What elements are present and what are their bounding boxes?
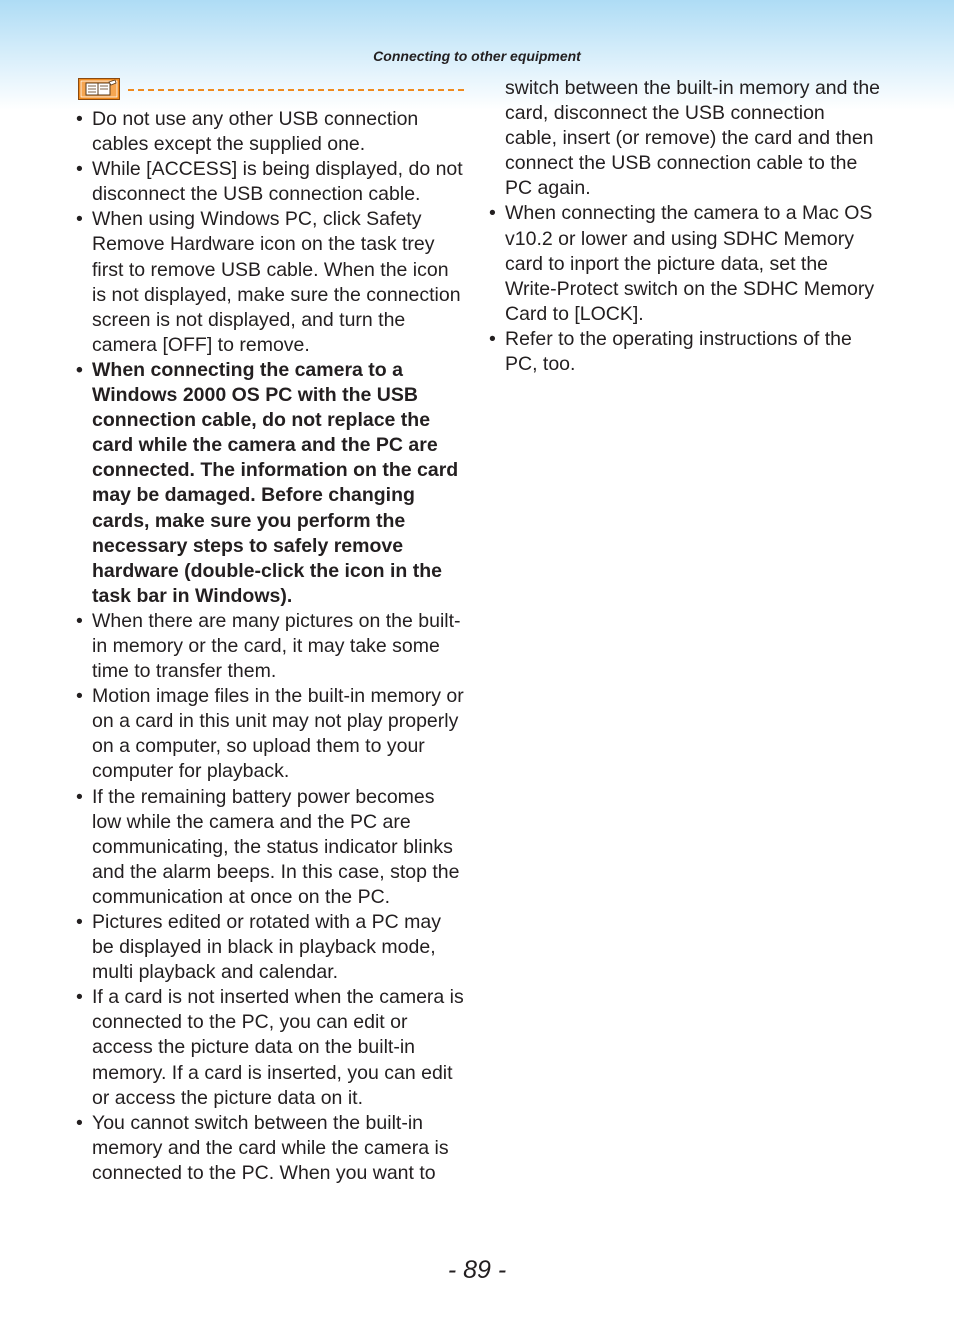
bullet-marker: • <box>489 327 496 350</box>
list-item <box>76 157 468 207</box>
bullet-marker: • <box>76 911 83 933</box>
list-item-text: Pictures edited or rotated with a PC may be displayed in black in playback mode, multi playback and calendar. <box>92 911 441 984</box>
list-item <box>76 358 468 609</box>
list-item-text: When connecting the camera to a Windows 2000 OS PC with the USB connection cable, do not replace the card while the camera and the PC are connected. The information on the card may be damaged. Before changing cards, make sure you perform the necessary steps to safely remove hardware (double-click the icon in the task bar in Windows). <box>92 358 459 607</box>
list-item <box>76 785 468 910</box>
list-item <box>76 910 468 985</box>
list-item-text: You cannot switch between the built-in memory and the card while the camera is connected to the PC. When you want to <box>92 1111 449 1184</box>
list-item <box>489 327 881 377</box>
list-item-text: If a card is not inserted when the camera is connected to the PC, you can edit or access the picture data on the built-in memory. If a card is inserted, you can edit or access the picture data on it. <box>92 986 464 1109</box>
bullet-marker: • <box>76 208 83 231</box>
bullet-marker: • <box>76 108 83 130</box>
bullet-marker: • <box>76 785 83 808</box>
list-item-text: While [ACCESS] is being displayed, do not disconnect the USB connection cable. <box>92 158 463 206</box>
section-title: Connecting to other equipment <box>373 48 581 64</box>
list-item <box>76 207 468 358</box>
list-item <box>76 684 468 784</box>
page-number: - 89 - <box>447 1256 507 1284</box>
list-item-text: If the remaining battery power becomes low while the camera and the PC are communicating, the status indicator blinks and the alarm beeps. In this case, stop the communication at once on the PC. <box>92 785 460 908</box>
list-item <box>76 107 468 157</box>
list-item-text: When using Windows PC, click Safety Remove Hardware icon on the task trey first to remove USB cable. When the icon is not displayed, make sure the connection screen is not displayed, and turn the camera [OFF] to remove. <box>92 208 461 356</box>
continued-paragraph: switch between the built-in memory and the card, disconnect the USB connection cable, insert (or remove) the card and then connect the USB connection cable to the PC again. <box>505 77 881 200</box>
bullet-marker: • <box>76 685 83 708</box>
bullet-marker: • <box>489 202 496 225</box>
right-bullet-list <box>489 201 881 377</box>
list-item <box>76 1111 468 1186</box>
list-item-text: Motion image files in the built-in memory or on a card in this unit may not play properly on a computer, so upload them to your computer for playback. <box>92 685 464 783</box>
list-item-text: Do not use any other USB connection cables except the supplied one. <box>92 108 419 156</box>
left-column <box>76 107 468 1186</box>
list-item-text: When there are many pictures on the built-in memory or the card, it may take some time to transfer them. <box>92 609 461 683</box>
right-column <box>489 76 881 377</box>
bullet-marker: • <box>76 358 83 381</box>
list-item <box>76 985 468 1110</box>
list-item-text: Refer to the operating instructions of the PC, too. <box>505 327 852 376</box>
list-item-text: When connecting the camera to a Mac OS v10.2 or lower and using SDHC Memory card to inport the picture data, set the Write-Protect switch on the SDHC Memory Card to [LOCK]. <box>505 202 875 325</box>
bullet-marker: • <box>76 1111 83 1134</box>
note-book-icon <box>78 78 120 100</box>
list-item <box>489 201 881 326</box>
note-dashed-divider <box>128 89 464 91</box>
list-item <box>76 609 468 684</box>
bullet-marker: • <box>76 986 83 1009</box>
bullet-marker: • <box>76 609 83 632</box>
bullet-marker: • <box>76 158 83 181</box>
